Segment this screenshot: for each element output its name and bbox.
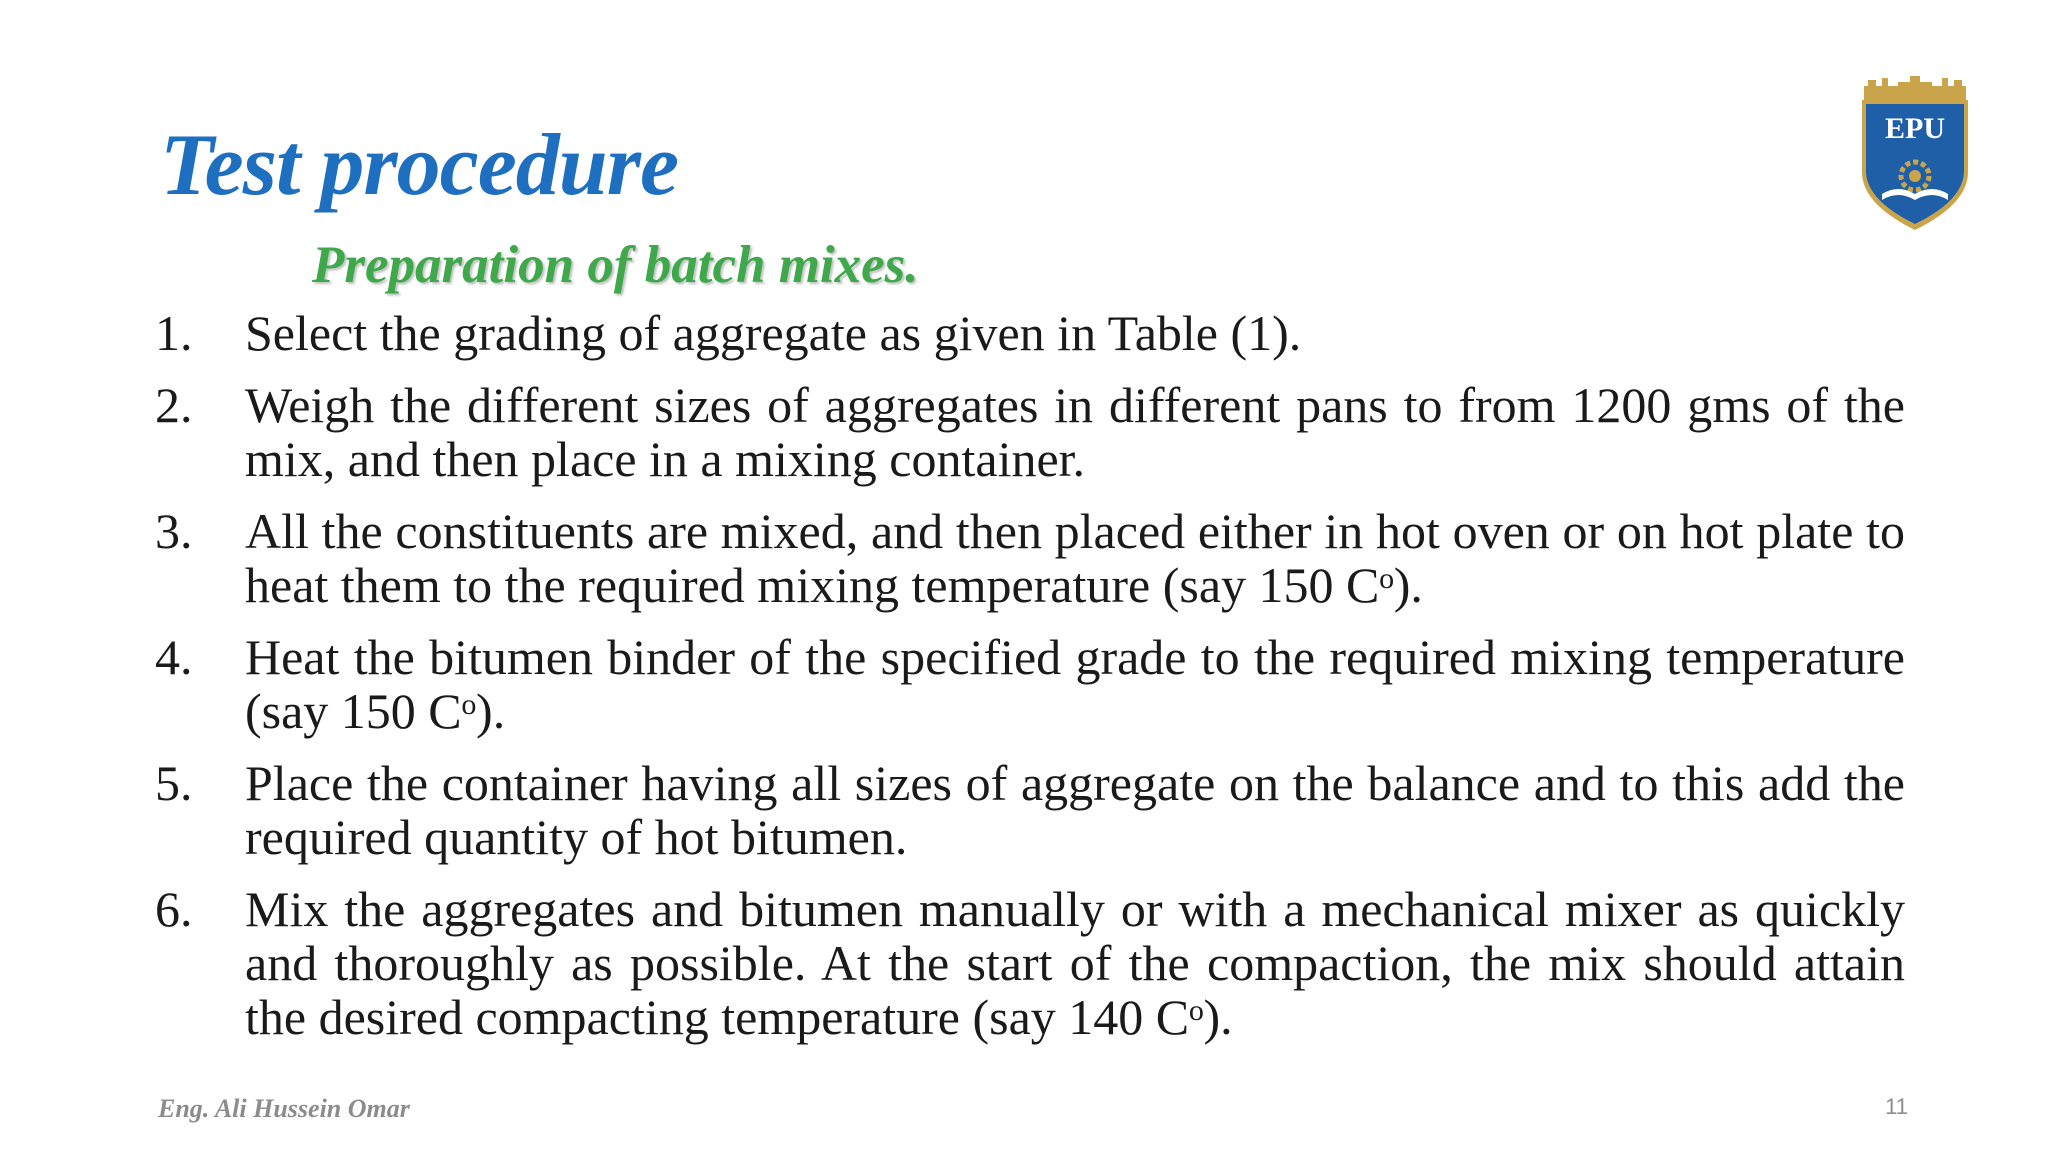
- step-text: Place the container having all sizes of aggregate on the balance and to this add the required quantity of hot bitumen.: [245, 755, 1905, 865]
- step-number: 3.: [155, 503, 193, 559]
- page-number: 11: [1885, 1094, 1908, 1119]
- slide-title: Test procedure: [160, 117, 679, 214]
- step-number: 1.: [155, 305, 193, 361]
- procedure-step: [155, 630, 1905, 738]
- step-number: 5.: [155, 755, 193, 811]
- procedure-step: [155, 306, 1905, 360]
- slide-subtitle: Preparation of batch mixes.: [312, 236, 919, 294]
- step-number: 2.: [155, 377, 193, 433]
- step-number: 6.: [155, 881, 193, 937]
- step-text: Select the grading of aggregate as given in Table (1).: [245, 305, 1302, 361]
- step-text: Mix the aggregates and bitumen manually or with a mechanical mixer as quickly and thoroughly as possible. At the start of the compaction, the mix should attain the desired compacting temperature (say 140 Cᵒ).: [245, 881, 1905, 1045]
- procedure-step: [155, 378, 1905, 486]
- step-text: All the constituents are mixed, and then placed either in hot oven or on hot plate to heat them to the required mixing temperature (say 150 Cᵒ).: [245, 503, 1905, 613]
- procedure-steps-list: [155, 306, 1905, 1062]
- step-number: 4.: [155, 629, 193, 685]
- footer-author: Eng. Ali Hussein Omar: [158, 1094, 410, 1123]
- step-text: Heat the bitumen binder of the specified grade to the required mixing temperature (say 150 Cᵒ).: [245, 629, 1905, 739]
- procedure-step: [155, 504, 1905, 612]
- step-text: Weigh the different sizes of aggregates in different pans to from 1200 gms of the mix, and then place in a mixing container.: [245, 377, 1905, 487]
- epu-university-shield-icon: [1858, 76, 1972, 232]
- logo-text: EPU: [1885, 112, 1945, 145]
- procedure-step: [155, 882, 1905, 1044]
- procedure-step: [155, 756, 1905, 864]
